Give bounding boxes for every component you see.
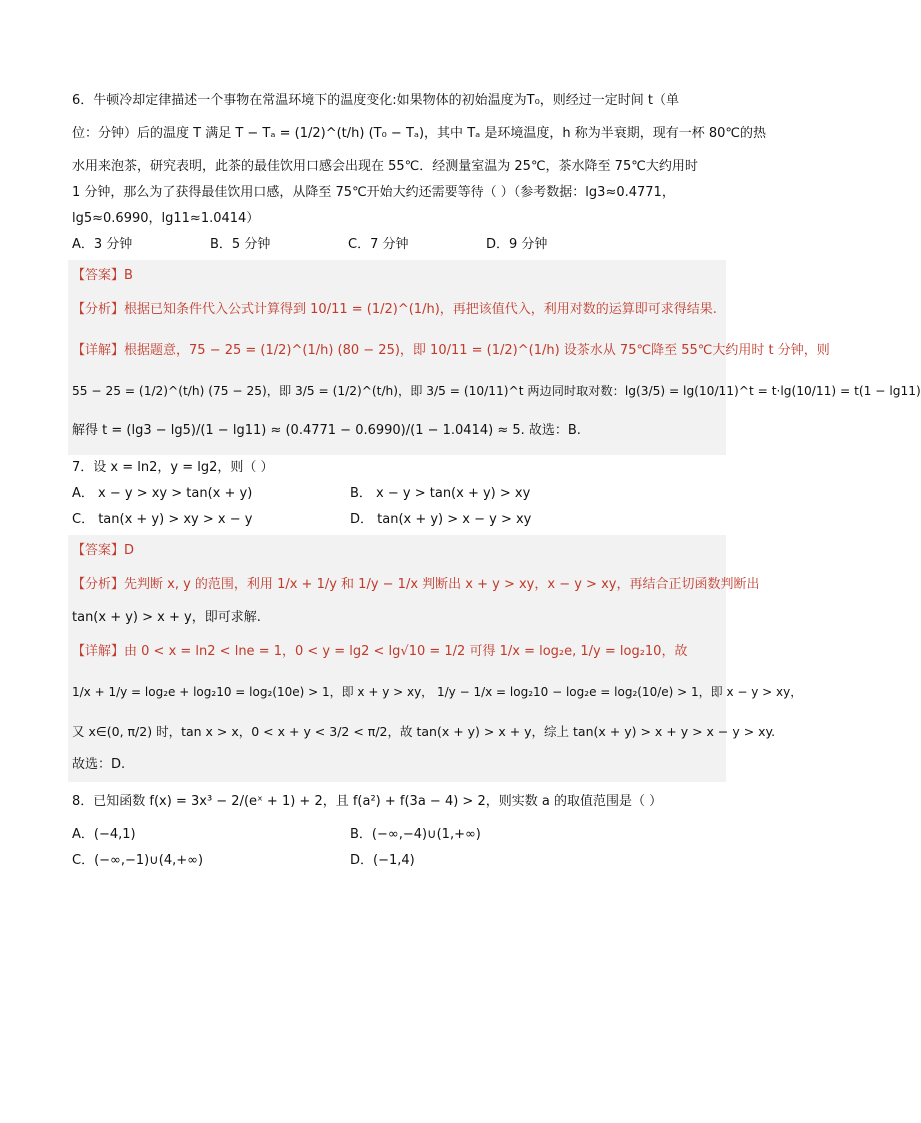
q6-stem-line-3: 水用来泡茶，研究表明，此茶的最佳饮用口感会出现在 55℃．经测量室温为 25℃，茶水降至 75℃大约用时 [72,159,698,174]
answer-value: B [124,268,133,283]
q6-options [72,232,722,258]
q6-detail-line-3: 解得 t = (lg3 − lg5)/(1 − lg11) ≈ (0.4771 − 0.6990)/(1 − 1.0414) ≈ 5. 故选：B. [72,423,581,438]
q6-option-d[interactable]: D．9 分钟 [486,237,548,252]
detail-text: 由 0 < x = ln2 < lne = 1，0 < y = lg2 < lg√10 = 1/2 可得 1/x = log₂e, 1/y = log₂10，故 [124,644,688,659]
q6-stem-line-2: 位：分钟）后的温度 T 满足 T − Tₐ = (1/2)^(t/h) (T₀ − Tₐ)，其中 Tₐ 是环境温度，h 称为半衰期，现有一杯 80℃的热 [72,126,767,141]
answer-tag: 【答案】 [72,268,125,283]
q7-options-row-1 [72,481,722,507]
q7-option-c[interactable]: C． tan(x + y) > xy > x − y [72,512,253,527]
q7-option-d[interactable]: D． tan(x + y) > x − y > xy [350,512,532,527]
q7-option-b[interactable]: B． x − y > tan(x + y) > xy [350,486,531,501]
q7-detail-line-3: 又 x∈(0, π/2) 时，tan x > x，0 < x + y < 3/2 < π/2，故 tan(x + y) > x + y，综上 tan(x + y) > x + y > x − y > xy. [72,724,776,739]
detail-text: 根据题意，75 − 25 = (1/2)^(1/h) (80 − 25)，即 10/11 = (1/2)^(1/h) 设茶水从 75℃降至 55℃大约用时 t 分钟，则 [124,343,830,358]
q6-stem-line-5: lg5≈0.6990，lg11≈1.0414） [72,211,260,226]
q6-option-b[interactable]: B．5 分钟 [210,237,271,252]
q8-stem: 8．已知函数 f(x) = 3x³ − 2/(eˣ + 1) + 2，且 f(a²) + f(3a − 4) > 2，则实数 a 的取值范围是（ ） [72,794,663,809]
question-6 [72,88,921,455]
q7-solution-block [68,535,803,782]
analysis-tag: 【分析】 [72,577,125,592]
q8-option-a[interactable]: A．(−4,1) [72,827,136,842]
answer-tag: 【答案】 [72,543,125,558]
q7-detail-line-2: 1/x + 1/y = log₂e + log₂10 = log₂(10e) > 1，即 x + y > xy， 1/y − 1/x = log₂10 − log₂e = log₂(10/e) > 1，即 x − y > xy， [72,685,803,699]
q6-detail-line-2: 55 − 25 = (1/2)^(t/h) (75 − 25)，即 3/5 = (1/2)^(t/h)，即 3/5 = (10/11)^t 两边同时取对数：lg(3/5) = lg(10/11)^t = t·lg(10/11) = t(1 − lg11) [72,384,921,398]
q6-option-c[interactable]: C．7 分钟 [348,237,409,252]
q6-detail-line-1 [72,330,830,371]
q8-option-c[interactable]: C．(−∞,−1)∪(4,+∞) [72,853,204,868]
q8-options-row-1 [72,822,722,848]
analysis-text: 根据已知条件代入公式计算得到 10/11 = (1/2)^(1/h)，再把该值代入，利用对数的运算即可求得结果. [124,302,717,317]
q7-answer [72,537,722,564]
detail-tag: 【详解】 [72,343,125,358]
analysis-tag: 【分析】 [72,302,125,317]
q7-detail-line-1 [72,631,722,672]
q6-stem-line-1: 6．牛顿冷却定律描述一个事物在常温环境下的温度变化:如果物体的初始温度为T₀，则经过一定时间 t（单 [72,93,680,108]
q7-analysis-line-1 [72,564,760,605]
document-page [72,88,921,874]
q8-options-row-2 [72,848,722,874]
detail-tag: 【详解】 [72,644,125,659]
q6-analysis [72,289,722,330]
question-7 [72,455,803,782]
q7-stem: 7．设 x = ln2，y = lg2，则（ ） [72,460,274,475]
q7-analysis-line-2: tan(x + y) > x + y，即可求解. [72,610,261,625]
q7-option-a[interactable]: A． x − y > xy > tan(x + y) [72,486,253,501]
q8-option-d[interactable]: D．(−1,4) [350,853,415,868]
q8-option-b[interactable]: B．(−∞,−4)∪(1,+∞) [350,827,481,842]
q6-stem-line-4: 1 分钟，那么为了获得最佳饮用口感，从降至 75℃开始大约还需要等待（ ）（参考数据：lg3≈0.4771， [72,185,675,200]
q7-detail-line-4: 故选：D. [72,757,126,772]
analysis-text: 先判断 x, y 的范围，利用 1/x + 1/y 和 1/y − 1/x 判断出 x + y > xy，x − y > xy，再结合正切函数判断出 [124,577,760,592]
q6-answer [72,262,722,289]
question-8 [72,782,722,874]
q6-option-a[interactable]: A．3 分钟 [72,237,133,252]
q6-solution-block [68,260,921,455]
answer-value: D [124,543,135,558]
q7-options-row-2 [72,507,722,533]
